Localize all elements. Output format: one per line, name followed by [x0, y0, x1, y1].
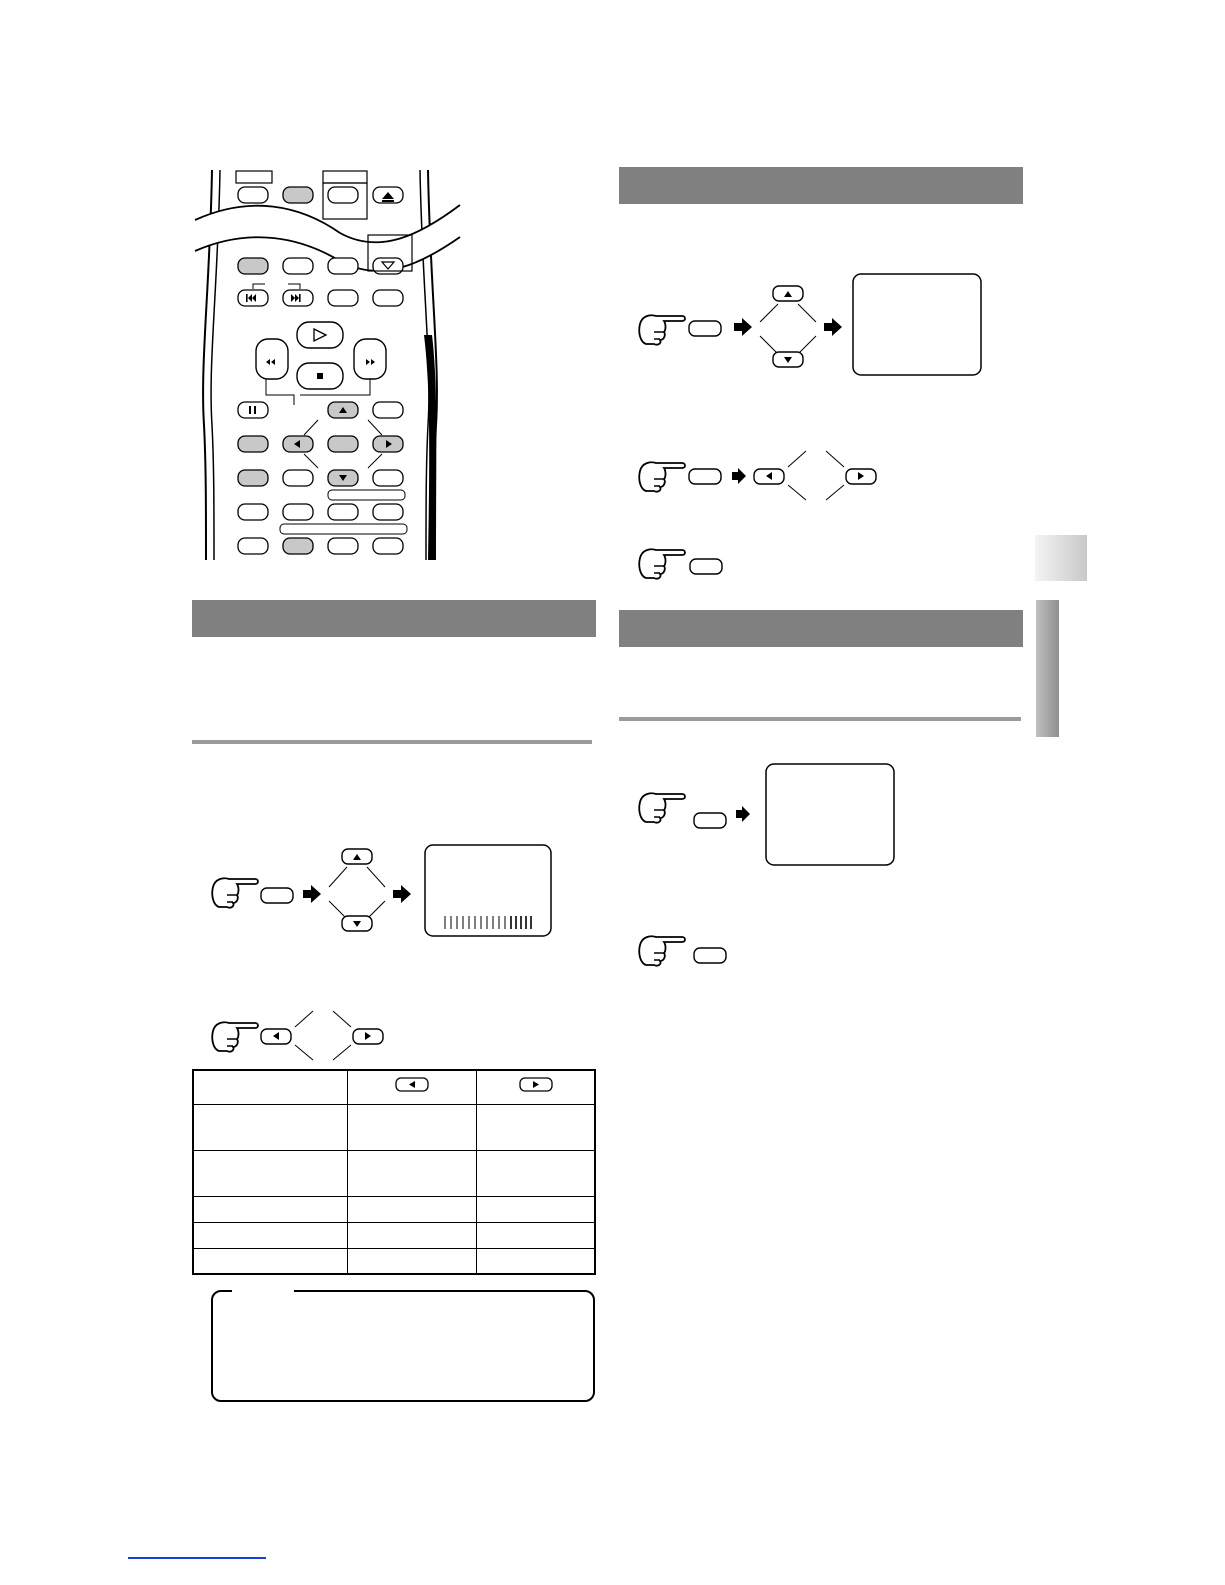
table-row [193, 1196, 595, 1222]
table-row [193, 1222, 595, 1248]
pointing-hand-icon [639, 936, 685, 965]
table-cell [477, 1222, 596, 1248]
stop-icon [317, 373, 323, 379]
right-step4-diagram [632, 762, 912, 872]
table-cell [193, 1196, 348, 1222]
table-cell [477, 1104, 596, 1150]
table-header-left-button [348, 1070, 477, 1104]
right-top-section-heading-bar [619, 167, 1023, 204]
pointing-hand-icon [639, 549, 685, 578]
left-section-divider [192, 740, 592, 744]
table-cell [348, 1248, 477, 1274]
right-arrow-icon [393, 885, 411, 903]
adjustment-table [192, 1069, 596, 1275]
right-step3-diagram [632, 540, 732, 590]
table-cell [193, 1150, 348, 1196]
table-row [193, 1248, 595, 1274]
right-bottom-section-heading-bar [619, 610, 1023, 647]
table-cell [193, 1248, 348, 1274]
left-step2-diagram [205, 1005, 405, 1075]
table-cell [477, 1196, 596, 1222]
right-step5-diagram [632, 927, 732, 977]
pointing-hand-icon [212, 1022, 258, 1051]
right-arrow-icon [734, 318, 752, 336]
table-cell [348, 1150, 477, 1196]
table-cell [348, 1104, 477, 1150]
table-header-right-button [477, 1070, 596, 1104]
table-cell [348, 1222, 477, 1248]
pointing-hand-icon [639, 462, 685, 491]
right-step1-diagram [632, 272, 992, 382]
right-arrow-icon [732, 468, 746, 484]
right-arrow-icon [824, 318, 842, 336]
right-arrow-icon [736, 806, 750, 822]
table-row [193, 1150, 595, 1196]
pointing-hand-icon [212, 878, 258, 907]
side-tab-dark [1036, 600, 1059, 737]
remote-control-illustration [190, 165, 480, 565]
table-cell [477, 1248, 596, 1274]
pointing-hand-icon [639, 315, 685, 344]
table-cell [348, 1196, 477, 1222]
pointing-hand-icon [639, 793, 685, 822]
note-box [211, 1290, 595, 1402]
footer-link-underline[interactable] [128, 1557, 266, 1559]
table-cell [193, 1222, 348, 1248]
note-label-gap [232, 1286, 294, 1292]
left-step1-diagram [205, 843, 555, 943]
left-section-heading-bar [192, 600, 596, 637]
table-row [193, 1104, 595, 1150]
right-section-divider [619, 717, 1021, 721]
table-header-cell [193, 1070, 348, 1104]
side-tab-light [1035, 535, 1087, 581]
right-step2-diagram [632, 445, 892, 515]
table-cell [193, 1104, 348, 1150]
right-arrow-icon [303, 885, 321, 903]
table-cell [477, 1150, 596, 1196]
